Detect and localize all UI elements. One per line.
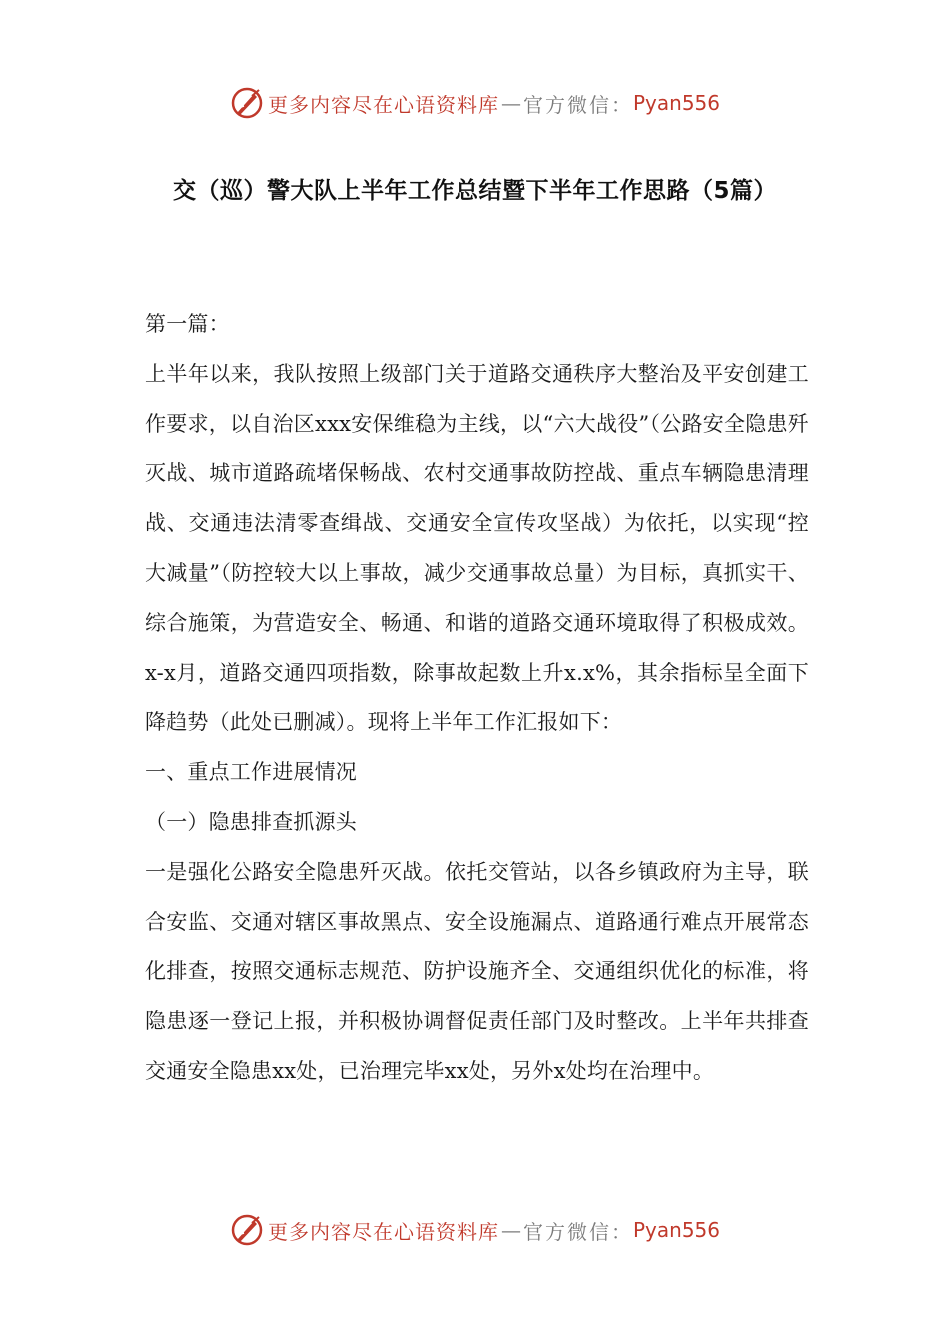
watermark-text: 更多内容尽在心语资料库 [267,1219,499,1244]
watermark-dash: — [500,1218,521,1242]
body-paragraph: 上半年以来，我队按照上级部门关于道路交通秩序大整治及平安创建工作要求，以自治区xxx安保维稳为主线，以“六大战役”（公路安全隐患歼灭战、城市道路疏堵保畅战、农村交通事故防控战、重点车辆隐患清理战、交通违法清零查缉战、交通安全宣传攻坚战）为依托，以实现“控大减量”（防控较大以上事故，减少交通事故总量）为目标，真抓实干、综合施策，为营造安全、畅通、和谐的道路交通环境取得了积极成效。x-x月，道路交通四项指数，除事故起数上升x.x%，其余指标呈全面下降趋势（此处已删减）。现将上半年工作汇报如下： [145,361,809,735]
body-paragraph: 一是强化公路安全隐患歼灭战。依托交管站，以各乡镇政府为主导，联合安监、交通对辖区事故黑点、安全设施漏点、道路通行难点开展常态化排查，按照交通标志规范、防护设施齐全、交通组织优化的标准，将隐患逐一登记上报，并积极协调督促责任部门及时整改。上半年共排查交通安全隐患xx处，已治理完毕xx处，另外x处均在治理中。 [145,859,809,1083]
watermark-wechat-label: 官方微信： [522,92,633,117]
watermark-handle: Pyan556 [632,91,720,115]
watermark-banner-bottom [0,1210,950,1250]
watermark-handle: Pyan556 [632,1218,720,1242]
section-heading: 第一篇： [145,312,230,336]
subsection-heading: （一）隐患排查抓源头 [145,809,357,834]
watermark-banner-top [0,83,950,123]
document-title: 交（巡）警大队上半年工作总结暨下半年工作思路（5篇） [172,178,777,204]
quill-pen-icon [230,86,264,120]
watermark-text: 更多内容尽在心语资料库 [267,92,499,117]
quill-pen-icon [230,1213,264,1247]
document-body [145,300,809,1097]
watermark-wechat-label: 官方微信： [522,1219,633,1244]
section-heading: 一、重点工作进展情况 [145,760,357,785]
watermark-dash: — [500,91,521,115]
